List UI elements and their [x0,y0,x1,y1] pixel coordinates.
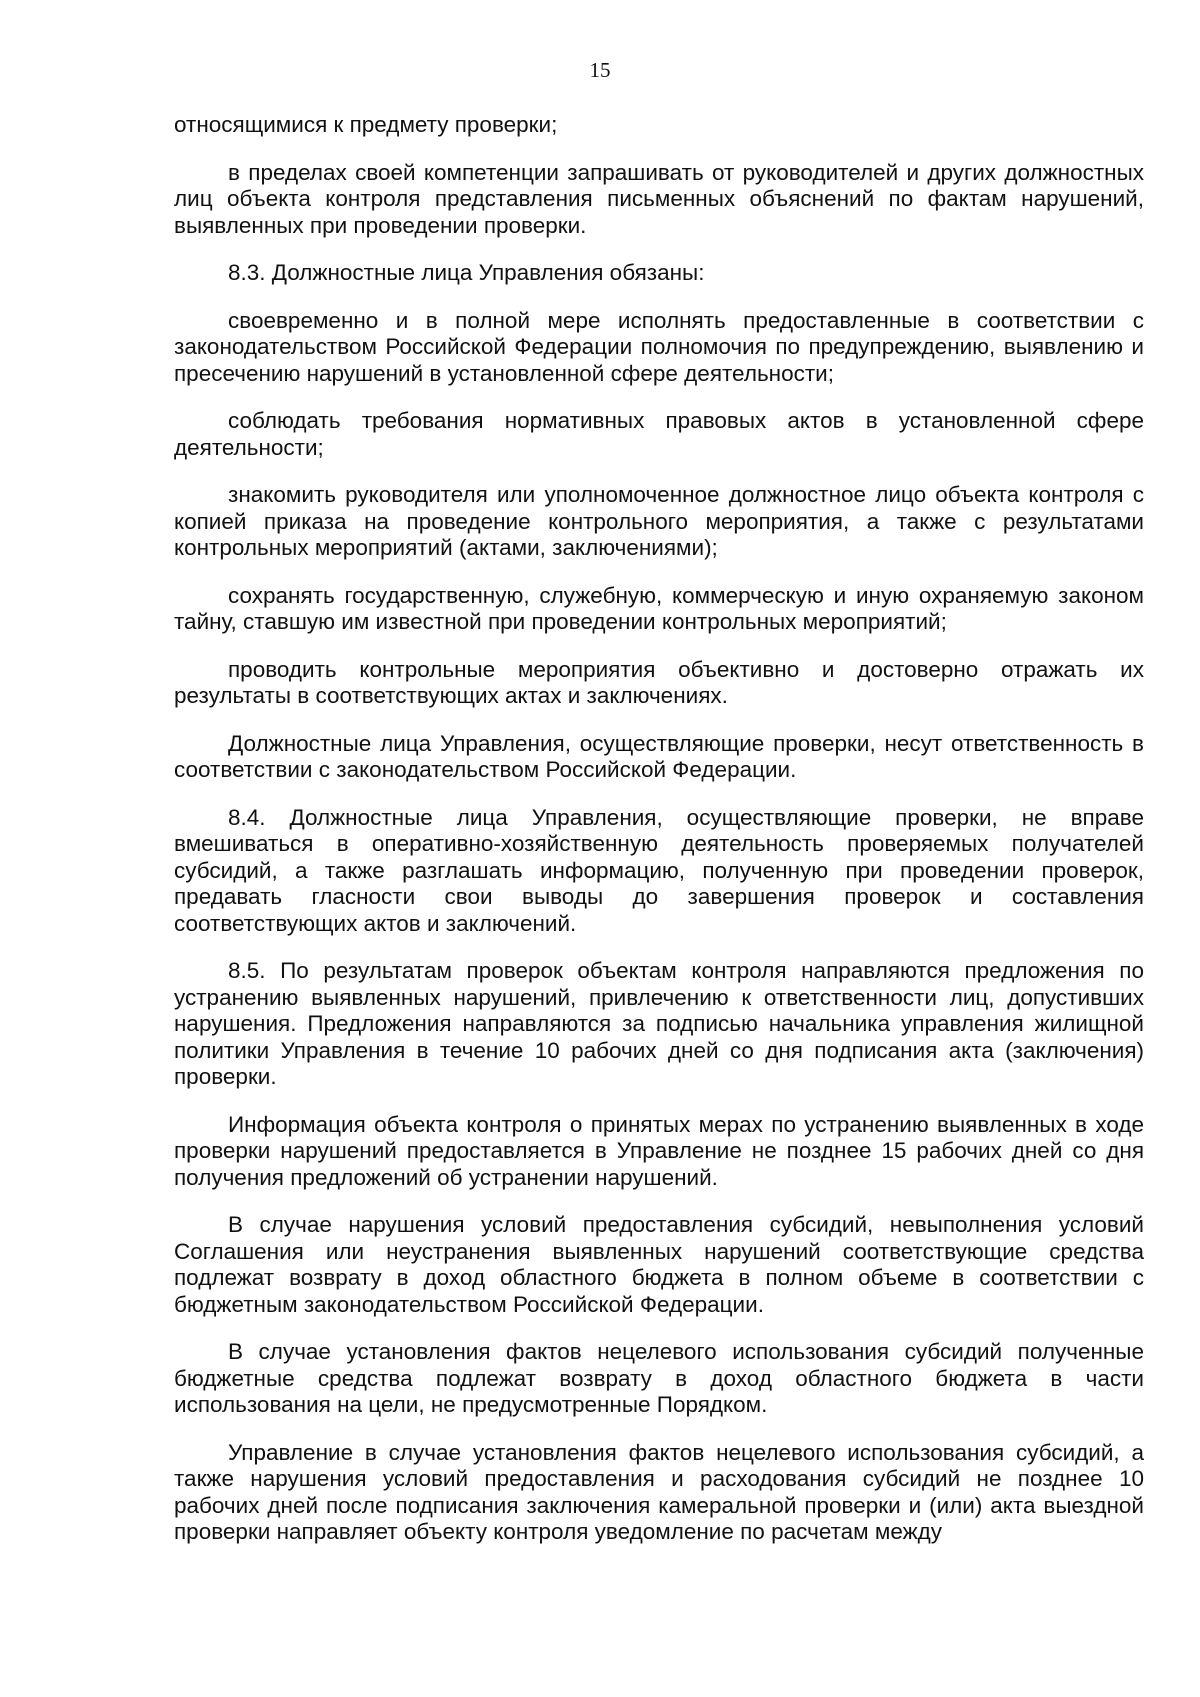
paragraph-exercise-powers: своевременно и в полной мере исполнять предоставленные в соответствии с законодательством Российской Федерации полномочия по предупреждению, выявлению и пресечению нарушений в установленной сфере деятельности; [174,307,1144,386]
document-body [174,112,1144,1546]
paragraph-violation-return: В случае нарушения условий предоставления субсидий, невыполнения условий Соглашения или неустранения выявленных нарушений соответствующие средства подлежат возврату в доход областного бюджета в полном объеме в соответствии с бюджетным законодательством Российской Федерации. [174,1212,1144,1317]
paragraph-8-5: 8.5. По результатам проверок объектам контроля направляются предложения по устранению выявленных нарушений, привлечению к ответственности лиц, допустивших нарушения. Предложения направляются за подписью начальника управления жилищной политики Управления в течение 10 рабочих дней со дня подписания акта (заключения) проверки. [174,958,1144,1089]
paragraph-misuse-return: В случае установления фактов нецелевого использования субсидий полученные бюджетные средства подлежат возврату в доход областного бюджета в части использования на цели, не предусмотренные Порядком. [174,1339,1144,1417]
paragraph-8-3-heading: 8.3. Должностные лица Управления обязаны: [228,260,705,285]
paragraph-keep-secrets: сохранять государственную, служебную, коммерческую и иную охраняемую законом тайну, ставшую им известной при проведении контрольных мероприятий; [174,582,1144,634]
paragraph-8-4: 8.4. Должностные лица Управления, осуществляющие проверки, не вправе вмешиваться в оперативно-хозяйственную деятельность проверяемых получателей субсидий, а также разглашать информацию, полученную при проведении проверок, предавать гласности свои выводы до завершения проверок и составления соответствующих актов и заключений. [174,804,1144,936]
paragraph-conduct-objectively: проводить контрольные мероприятия объективно и достоверно отражать их результаты в соответствующих актах и заключениях. [174,656,1144,708]
paragraph-acquaint-manager: знакомить руководителя или уполномоченное должностное лицо объекта контроля с копией приказа на проведение контрольного мероприятия, а также с результатами контрольных мероприятий (актами, заключениями); [174,482,1144,560]
paragraph-comply-requirements: соблюдать требования нормативных правовых актов в установленной сфере деятельности; [174,408,1144,460]
paragraph-notification: Управление в случае установления фактов нецелевого использования субсидий, а также нарушения условий предоставления и расходования субсидий не позднее 10 рабочих дней после подписания заключения камеральной проверки и (или) акта выездной проверки направляет объекту контроля уведомление по расчетам между [174,1439,1144,1544]
paragraph-responsibility: Должностные лица Управления, осуществляющие проверки, несут ответственность в соответствии с законодательством Российской Федерации. [174,730,1144,782]
paragraph-continuation: относящимися к предмету проверки; [174,112,558,137]
paragraph-information-measures: Информация объекта контроля о принятых мерах по устранению выявленных в ходе проверки нарушений предоставляется в Управление не позднее 15 рабочих дней со дня получения предложений об устранении нарушений. [174,1111,1144,1190]
page-number: 15 [589,58,611,82]
paragraph-request-explanations: в пределах своей компетенции запрашивать от руководителей и других должностных лиц объекта контроля представления письменных объяснений по фактам нарушений, выявленных при проведении проверки. [174,159,1144,238]
